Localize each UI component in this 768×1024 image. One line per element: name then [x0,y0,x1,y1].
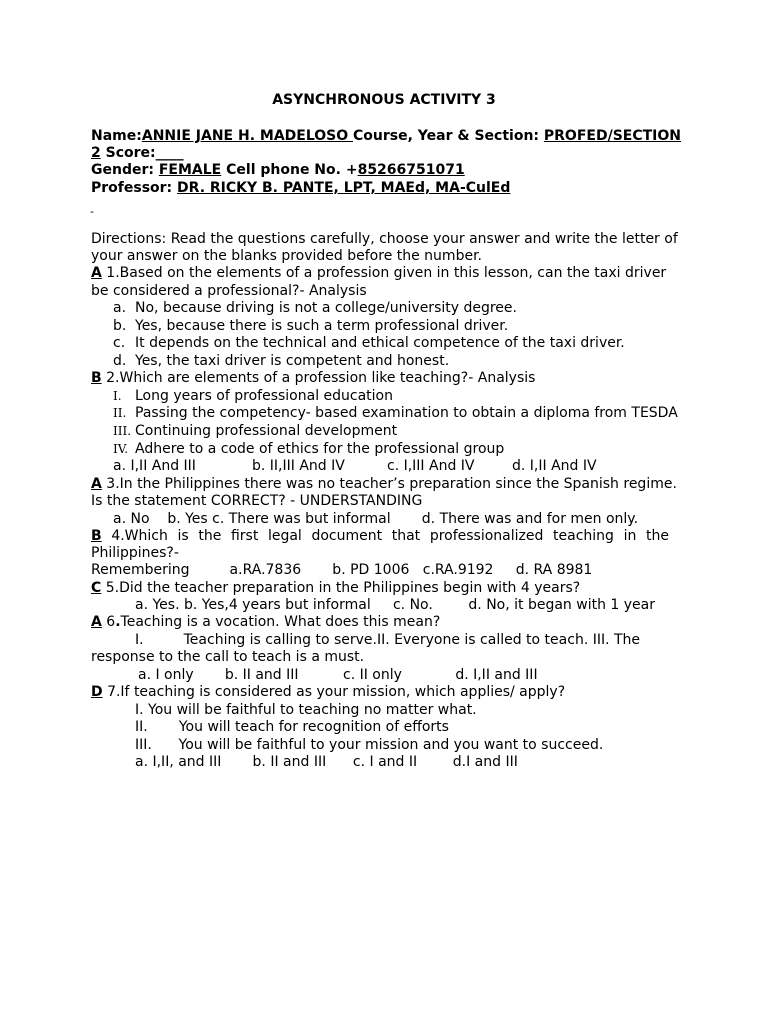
question-1 [91,265,666,282]
question-5 [91,580,580,597]
q1-option-d: d. Yes, the taxi driver is competent and honest. [113,353,450,369]
answer-6: A [91,614,102,630]
answer-1: A [91,265,102,281]
answer-3: A [91,476,102,492]
q2-item-4: IV. Adhere to a code of ethics for the professional group [113,441,505,457]
question-2-text: 2.Which are elements of a profession like teaching?- Analysis [101,370,536,386]
question-6-cont-2: response to the call to teach is a must. [91,649,365,665]
q7-item-1: I. You will be faithful to teaching no matter what. [135,702,477,718]
directions-line-2: your answer on the blanks provided before the number. [91,248,482,264]
q4-choices: Remembering a.RA.7836 b. PD 1006 c.RA.9192 d. RA 8981 [91,562,593,578]
score-label: Score: [100,145,156,161]
score-blank: ____ [155,145,184,161]
section-score-line [91,145,184,162]
gender-value: FEMALE [158,162,222,178]
q1-option-c: c. It depends on the technical and ethical competence of the taxi driver. [113,335,625,351]
answer-7: D [91,684,103,700]
question-1-text: 1.Based on the elements of a profession given in this lesson, can the taxi driver [101,265,667,281]
professor-value: DR. RICKY B. PANTE, LPT, MAEd, MA-CulEd [177,180,511,196]
q1-option-a: a. No, because driving is not a college/university degree. [113,300,517,316]
q7-item-3: III. You will be faithful to your mission and you want to succeed. [135,737,604,753]
professor-label: Professor: [91,180,178,196]
q2-item-2: II. Passing the competency- based examination to obtain a diploma from TESDA [113,405,678,421]
question-6: A 6.Teaching is a vocation. What does this mean? [91,614,441,630]
cell-value: 85266751071 [357,162,465,178]
q2-choice-b: b. II,III And IV [252,458,345,474]
q7-choices: a. I,II, and III b. II and III c. I and II d.I and III [135,754,518,770]
question-3 [91,476,677,493]
question-7-text: 7.If teaching is considered as your mission, which applies/ apply? [102,684,566,700]
name-course-line [91,128,681,145]
q7-item-2: II. You will teach for recognition of efforts [135,719,449,735]
q2-item-3: III. Continuing professional development [113,423,398,439]
q3-choices: a. No b. Yes c. There was but informal d. There was and for men only. [113,511,639,527]
gender-phone-line [91,162,465,179]
answer-4: B [91,528,102,544]
q2-choice-a: a. I,II And III [113,458,196,474]
q2-choice-c: c. I,III And IV [387,458,475,474]
question-6-cont: I. Teaching is calling to serve.II. Everyone is called to teach. III. The [135,632,641,648]
question-1-cont: be considered a professional?- Analysis [91,283,367,299]
question-3-text: 3.In the Philippines there was no teacher’s preparation since the Spanish regime. [101,476,677,492]
course-value: PROFED/SECTION [543,128,681,144]
question-7 [91,684,565,701]
question-3-cont: Is the statement CORRECT? - UNDERSTANDING [91,493,423,509]
question-2 [91,370,535,387]
gender-label: Gender: [91,162,159,178]
directions-line-1: Directions: Read the questions carefully, choose your answer and write the letter of [91,231,678,247]
professor-line [91,180,510,197]
q2-choice-d: d. I,II And IV [512,458,597,474]
answer-5: C [91,580,102,596]
name-value: ANNIE JANE H. MADELOSO [141,128,354,144]
q5-choices: a. Yes. b. Yes,4 years but informal c. No. d. No, it began with 1 year [135,597,656,613]
cell-label: Cell phone No. + [221,162,358,178]
q2-item-1: I. Long years of professional education [113,388,393,404]
question-5-text: 5.Did the teacher preparation in the Philippines begin with 4 years? [101,580,581,596]
course-label: Course, Year & Section: [353,128,544,144]
question-4-cont: Philippines?- [91,545,179,561]
name-label: Name: [91,128,142,144]
q1-option-b: b. Yes, because there is such a term professional driver. [113,318,509,334]
section-value: 2 [91,145,101,161]
document-title: ASYNCHRONOUS ACTIVITY 3 [272,92,496,108]
answer-2: B [91,370,102,386]
stray-dash: - [90,205,94,218]
q6-choices: a. I only b. II and III c. II only d. I,II and III [138,667,538,683]
question-6-text: Teaching is a vocation. What does this mean? [120,614,441,630]
question-4: B 4.Which is the first legal document that professionalized teaching in the [91,528,669,544]
